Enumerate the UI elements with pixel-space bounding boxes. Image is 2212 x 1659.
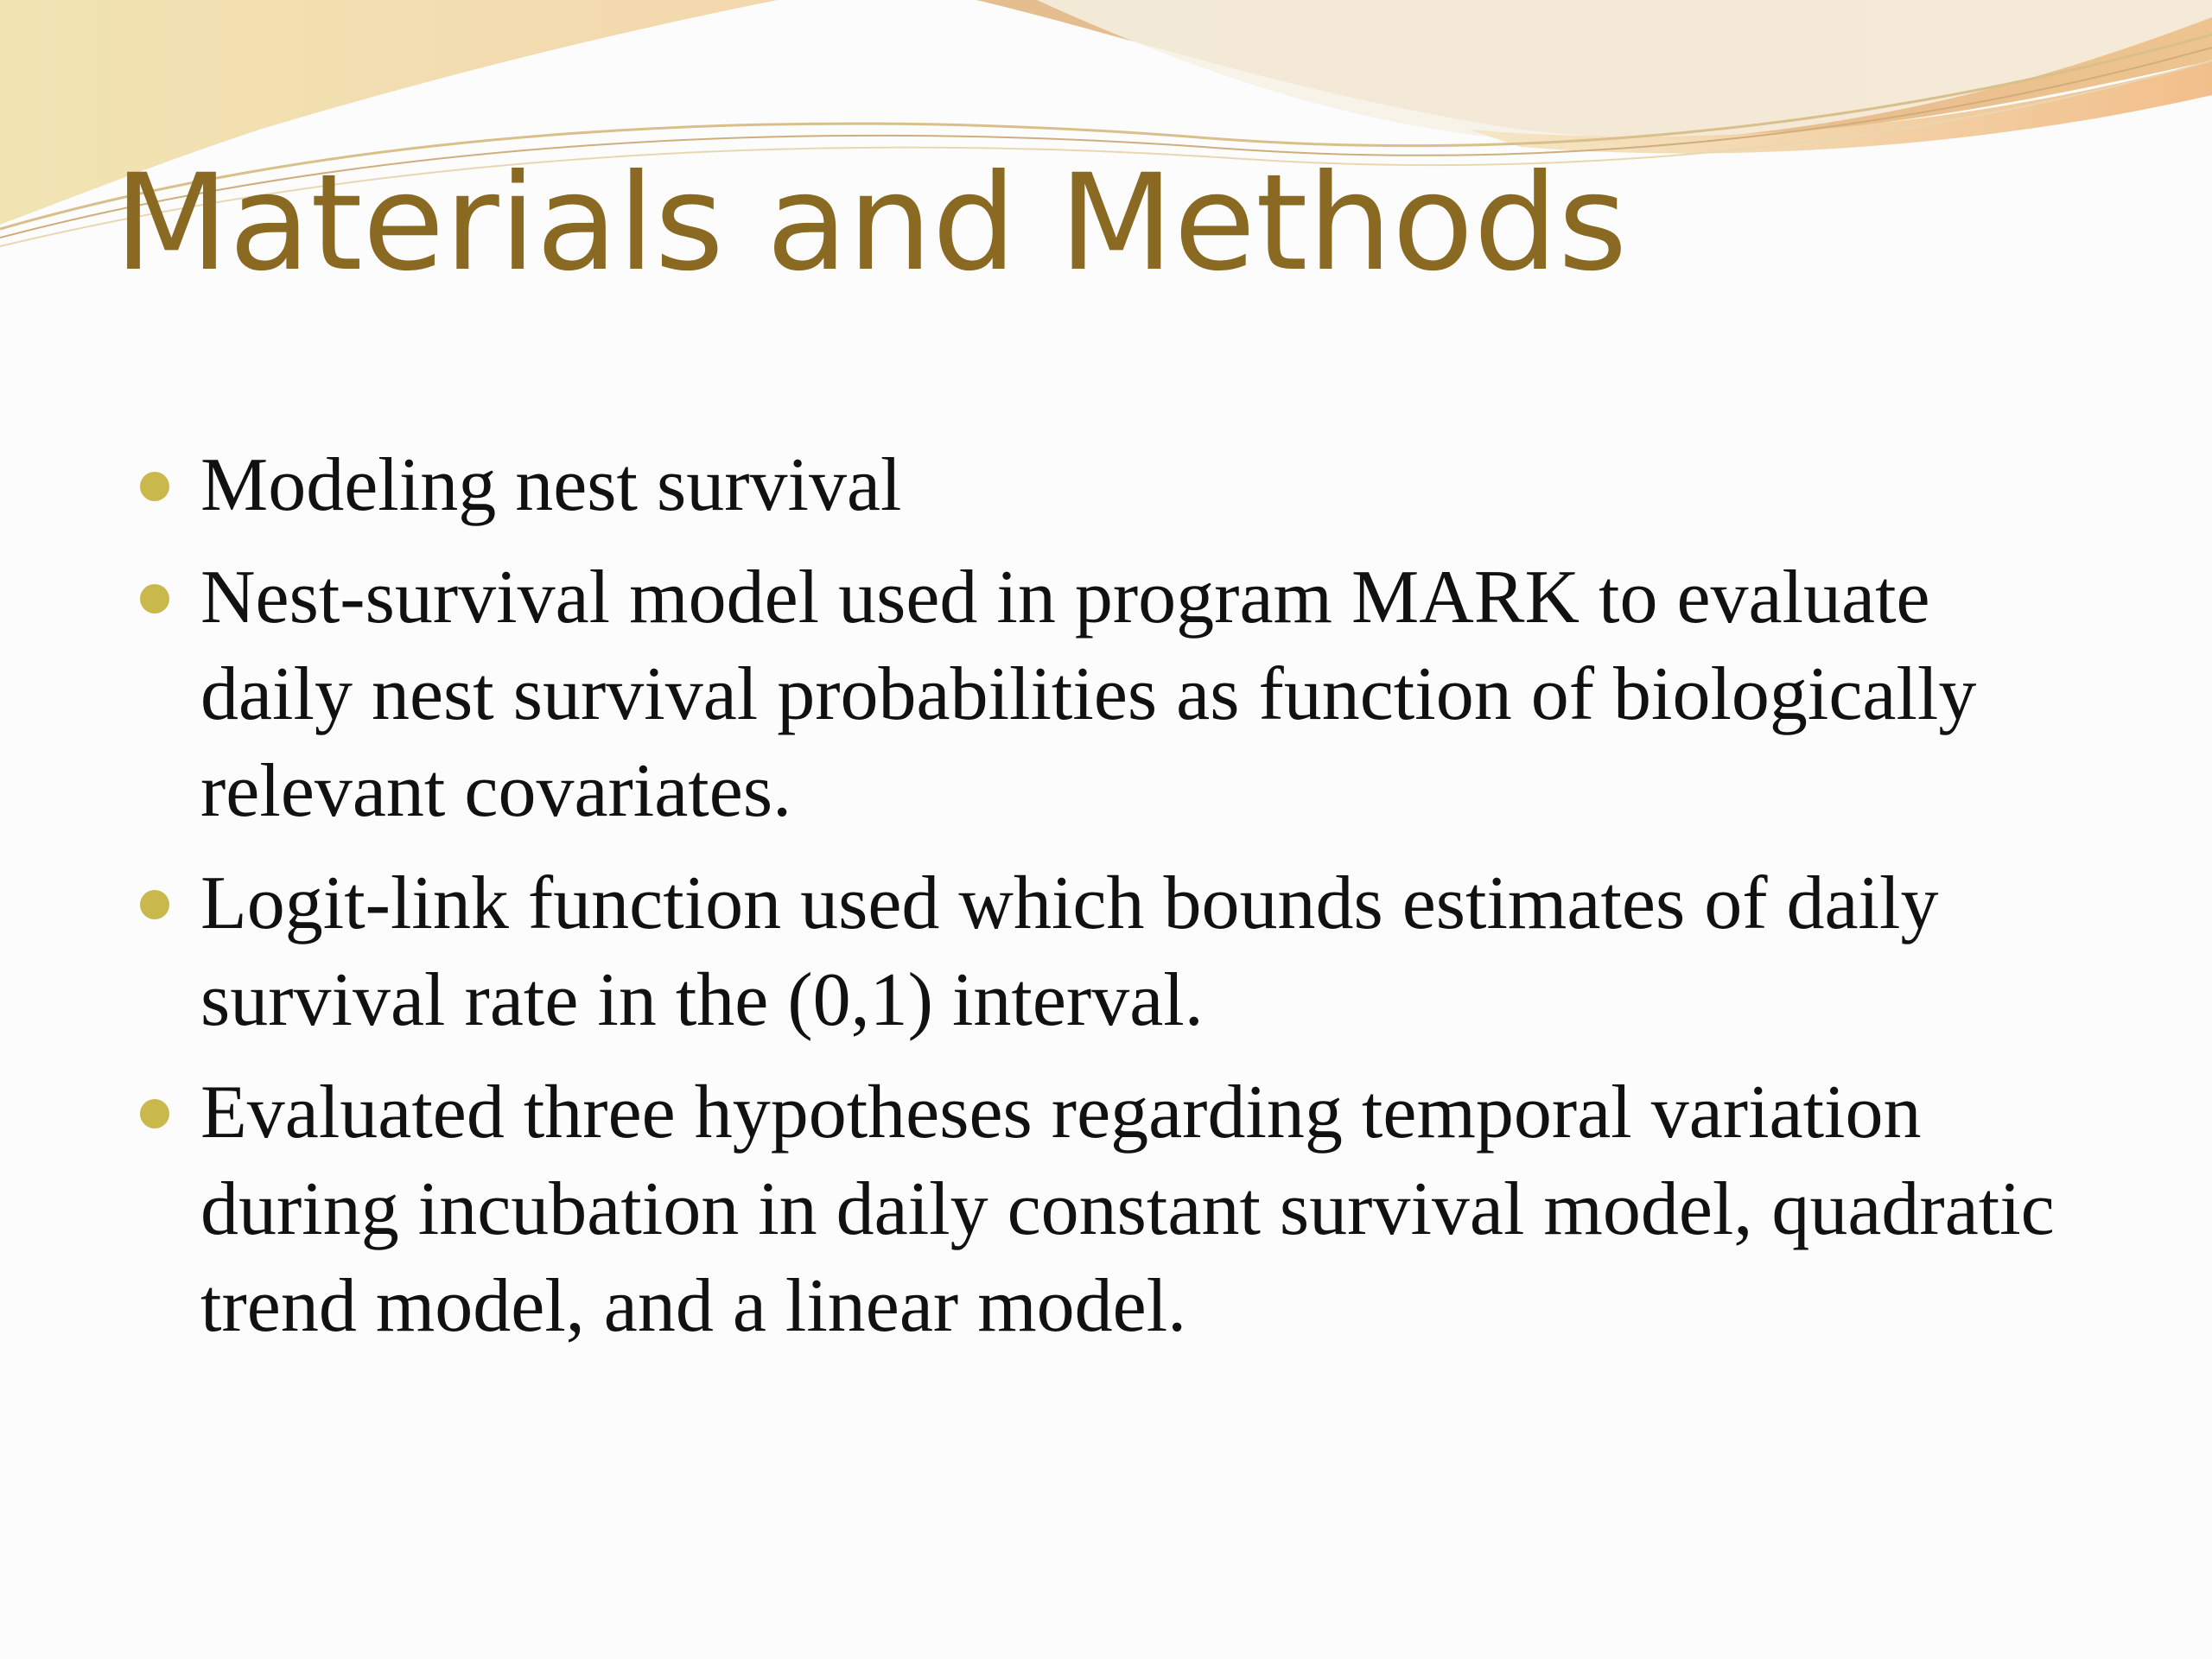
bullet-item <box>138 550 2091 840</box>
bullet-text: Evaluated three hypotheses regarding temporal variation during incubation in daily constant survival model, quadratic trend model, and a linear model. <box>200 1071 2055 1348</box>
bullet-dot-icon <box>140 1099 169 1128</box>
bullet-dot-icon <box>140 472 169 501</box>
bullet-item <box>138 1065 2091 1355</box>
bullet-dot-icon <box>140 584 169 613</box>
bullet-item <box>138 855 2091 1049</box>
bullet-list <box>138 437 2091 1355</box>
bullet-item <box>138 437 2091 534</box>
bullet-text: Modeling nest survival <box>200 443 902 527</box>
slide-title: Materials and Methods <box>114 146 1628 301</box>
bullet-text: Nest-survival model used in program MARK to evaluate daily nest survival probabilities as function of biologically relevant covariates. <box>200 556 1977 833</box>
bullet-dot-icon <box>140 890 169 919</box>
bullet-text: Logit-link function used which bounds estimates of daily survival rate in the (0,1) interval. <box>200 861 1939 1042</box>
